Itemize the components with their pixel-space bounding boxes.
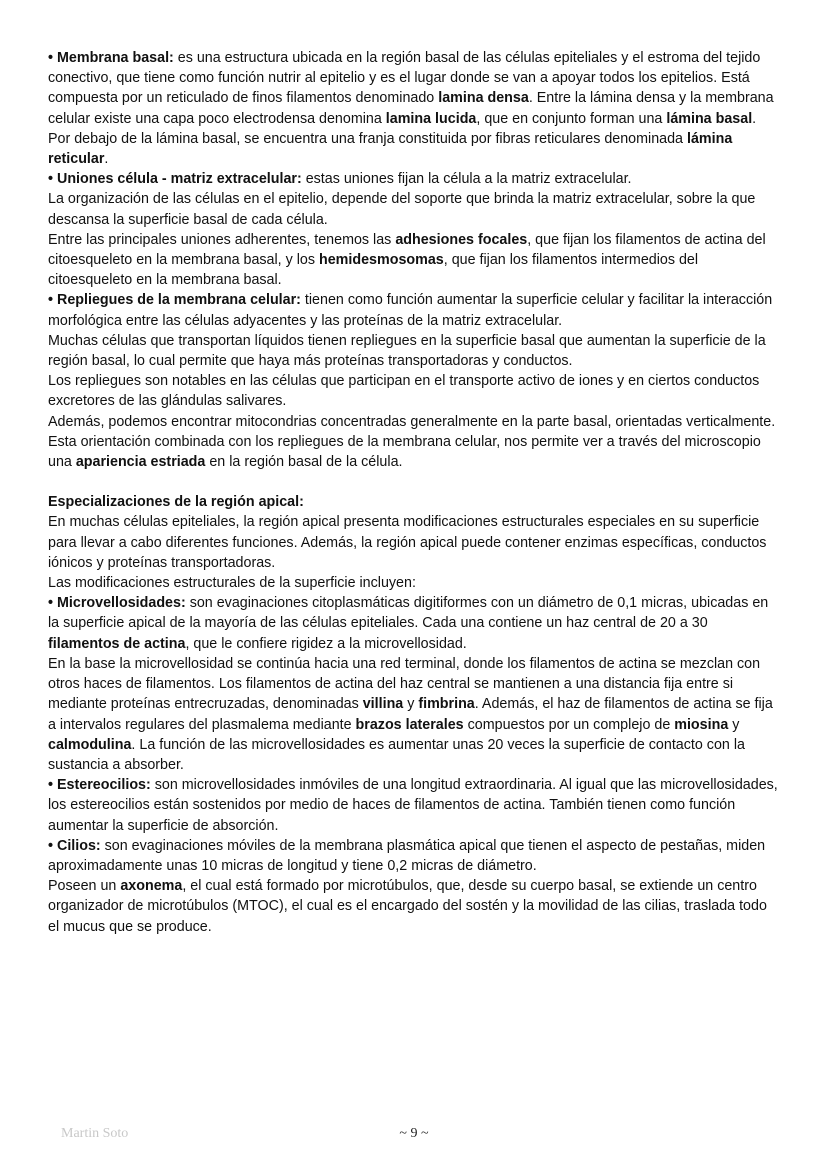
repliegues-paragraph-4: Además, podemos encontrar mitocondrias concentradas generalmente en la parte basal, orientadas verticalmente. Esta orientación combinada con los repliegues de la membrana celular, nos permite ver a través del microscopio una apariencia estriada en la región basal de la célula. bbox=[48, 413, 776, 471]
bullet: • bbox=[48, 292, 54, 309]
repliegues-paragraph-2: Muchas células que transportan líquidos tienen repliegues en la superficie basal que aumentan la superficie de la región basal, lo cual permite que haya más proteínas transportadoras y conductos. bbox=[48, 332, 766, 370]
cilios-paragraph-2: Poseen un axonema, el cual está formado por microtúbulos, que, desde su cuerpo basal, se extiende un centro organizador de microtúbulos (MTOC), el cual es el encargado del sostén y la movilidad de las cilias, traslada todo el mucus que se produce. bbox=[48, 878, 767, 935]
page-number: ~ 9 ~ bbox=[399, 1126, 429, 1141]
term-microvellosidades: Microvellosidades: bbox=[57, 595, 186, 612]
section-spacer bbox=[48, 472, 780, 492]
bullet: • bbox=[48, 777, 54, 794]
estereocilios-paragraph: • Estereocilios: son microvellosidades inmóviles de una longitud extraordinaria. Al igual que las microvellosidades, los estereocilios están sostenidos por medio de haces de filamentos de actina. También tienen como función aumentar la superficie de absorción. bbox=[48, 777, 778, 834]
uniones-paragraph-3: Entre las principales uniones adherentes, tenemos las adhesiones focales, que fijan los filamentos de actina del citoesqueleto en la membrana basal, y los hemidesmosomas, que fijan los filamentos intermedios del citoesqueleto en la membrana basal. bbox=[48, 231, 766, 289]
cilios-paragraph: • Cilios: son evaginaciones móviles de la membrana plasmática apical que tienen el aspecto de pestañas, miden aproximadamente unas 10 micras de longitud y tiene 0,2 micras de diámetro. bbox=[48, 837, 766, 874]
bullet: • bbox=[48, 595, 54, 612]
membrana-basal-paragraph: • Membrana basal: es una estructura ubicada en la región basal de las células epiteliales y el estroma del tejido conectivo, que tiene como función nutrir al epitelio y es el lugar donde se van a apoyar todos los epitelios. Está compuesta por un reticulado de finos filamentos denominado lamina densa. Entre la lámina densa y la membrana celular existe una capa poco electrodensa denomina lamina lucida, que en conjunto forman una lámina basal. Por debajo de la lámina basal, se encuentra una franja constituida por fibras reticulares denominada lámina reticular. bbox=[48, 50, 774, 168]
apical-paragraph-1: En muchas células epiteliales, la región apical presenta modificaciones estructurales especiales en su superficie para llevar a cabo diferentes funciones. Además, la región apical puede contener enzimas específicas, conductos iónicos y proteínas transportadoras. bbox=[48, 514, 767, 571]
term-estereocilios: Estereocilios: bbox=[57, 777, 151, 794]
footer-author: Martin Soto bbox=[61, 1126, 129, 1141]
uniones-paragraph: • Uniones célula - matriz extracelular: estas uniones fijan la célula a la matriz extracelular. bbox=[48, 171, 632, 188]
term-cilios: Cilios: bbox=[57, 837, 101, 854]
document-body bbox=[48, 48, 780, 937]
term-membrana-basal: Membrana basal: bbox=[57, 50, 174, 66]
repliegues-paragraph-3: Los repliegues son notables en las células que participan en el transporte activo de iones y en ciertos conductos excretores de las glándulas salivares. bbox=[48, 373, 760, 410]
bullet: • bbox=[48, 171, 54, 188]
term-repliegues: Repliegues de la membrana celular: bbox=[57, 292, 301, 309]
bullet: • bbox=[48, 50, 54, 66]
microvellosidades-paragraph-2: En la base la microvellosidad se continúa hacia una red terminal, donde los filamentos de actina se mezclan con otros haces de filamentos. Los filamentos de actina del haz central se mantienen a una distancia fija entre si mediante proteínas entrecruzadas, denominadas villina y fimbrina. Además, el haz de filamentos de actina se fija a intervalos regulares del plasmalema mediante brazos laterales compuestos por un complejo de miosina y calmodulina. La función de las microvellosidades es aumentar unas 20 veces la superficie de contacto con la sustancia a absorber. bbox=[48, 655, 773, 773]
bullet: • bbox=[48, 837, 54, 854]
microvellosidades-paragraph: • Microvellosidades: son evaginaciones citoplasmáticas digitiformes con un diámetro de 0,1 micras, ubicadas en la superficie apical de la mayoría de las células epiteliales. Cada una contiene un haz central de 20 a 30 filamentos de actina, que le confiere rigidez a la microvellosidad. bbox=[48, 595, 769, 652]
section-heading-apical: Especializaciones de la región apical: bbox=[48, 494, 304, 511]
term-uniones: Uniones célula - matriz extracelular: bbox=[57, 171, 302, 188]
apical-paragraph-2: Las modificaciones estructurales de la superficie incluyen: bbox=[48, 575, 416, 592]
uniones-paragraph-2: La organización de las células en el epitelio, depende del soporte que brinda la matriz extracelular, sobre la que descansa la superficie basal de cada célula. bbox=[48, 191, 756, 228]
repliegues-paragraph: • Repliegues de la membrana celular: tienen como función aumentar la superficie celular y facilitar la interacción morfológica entre las células adyacentes y las proteínas de la matriz extracelular. bbox=[48, 292, 773, 329]
